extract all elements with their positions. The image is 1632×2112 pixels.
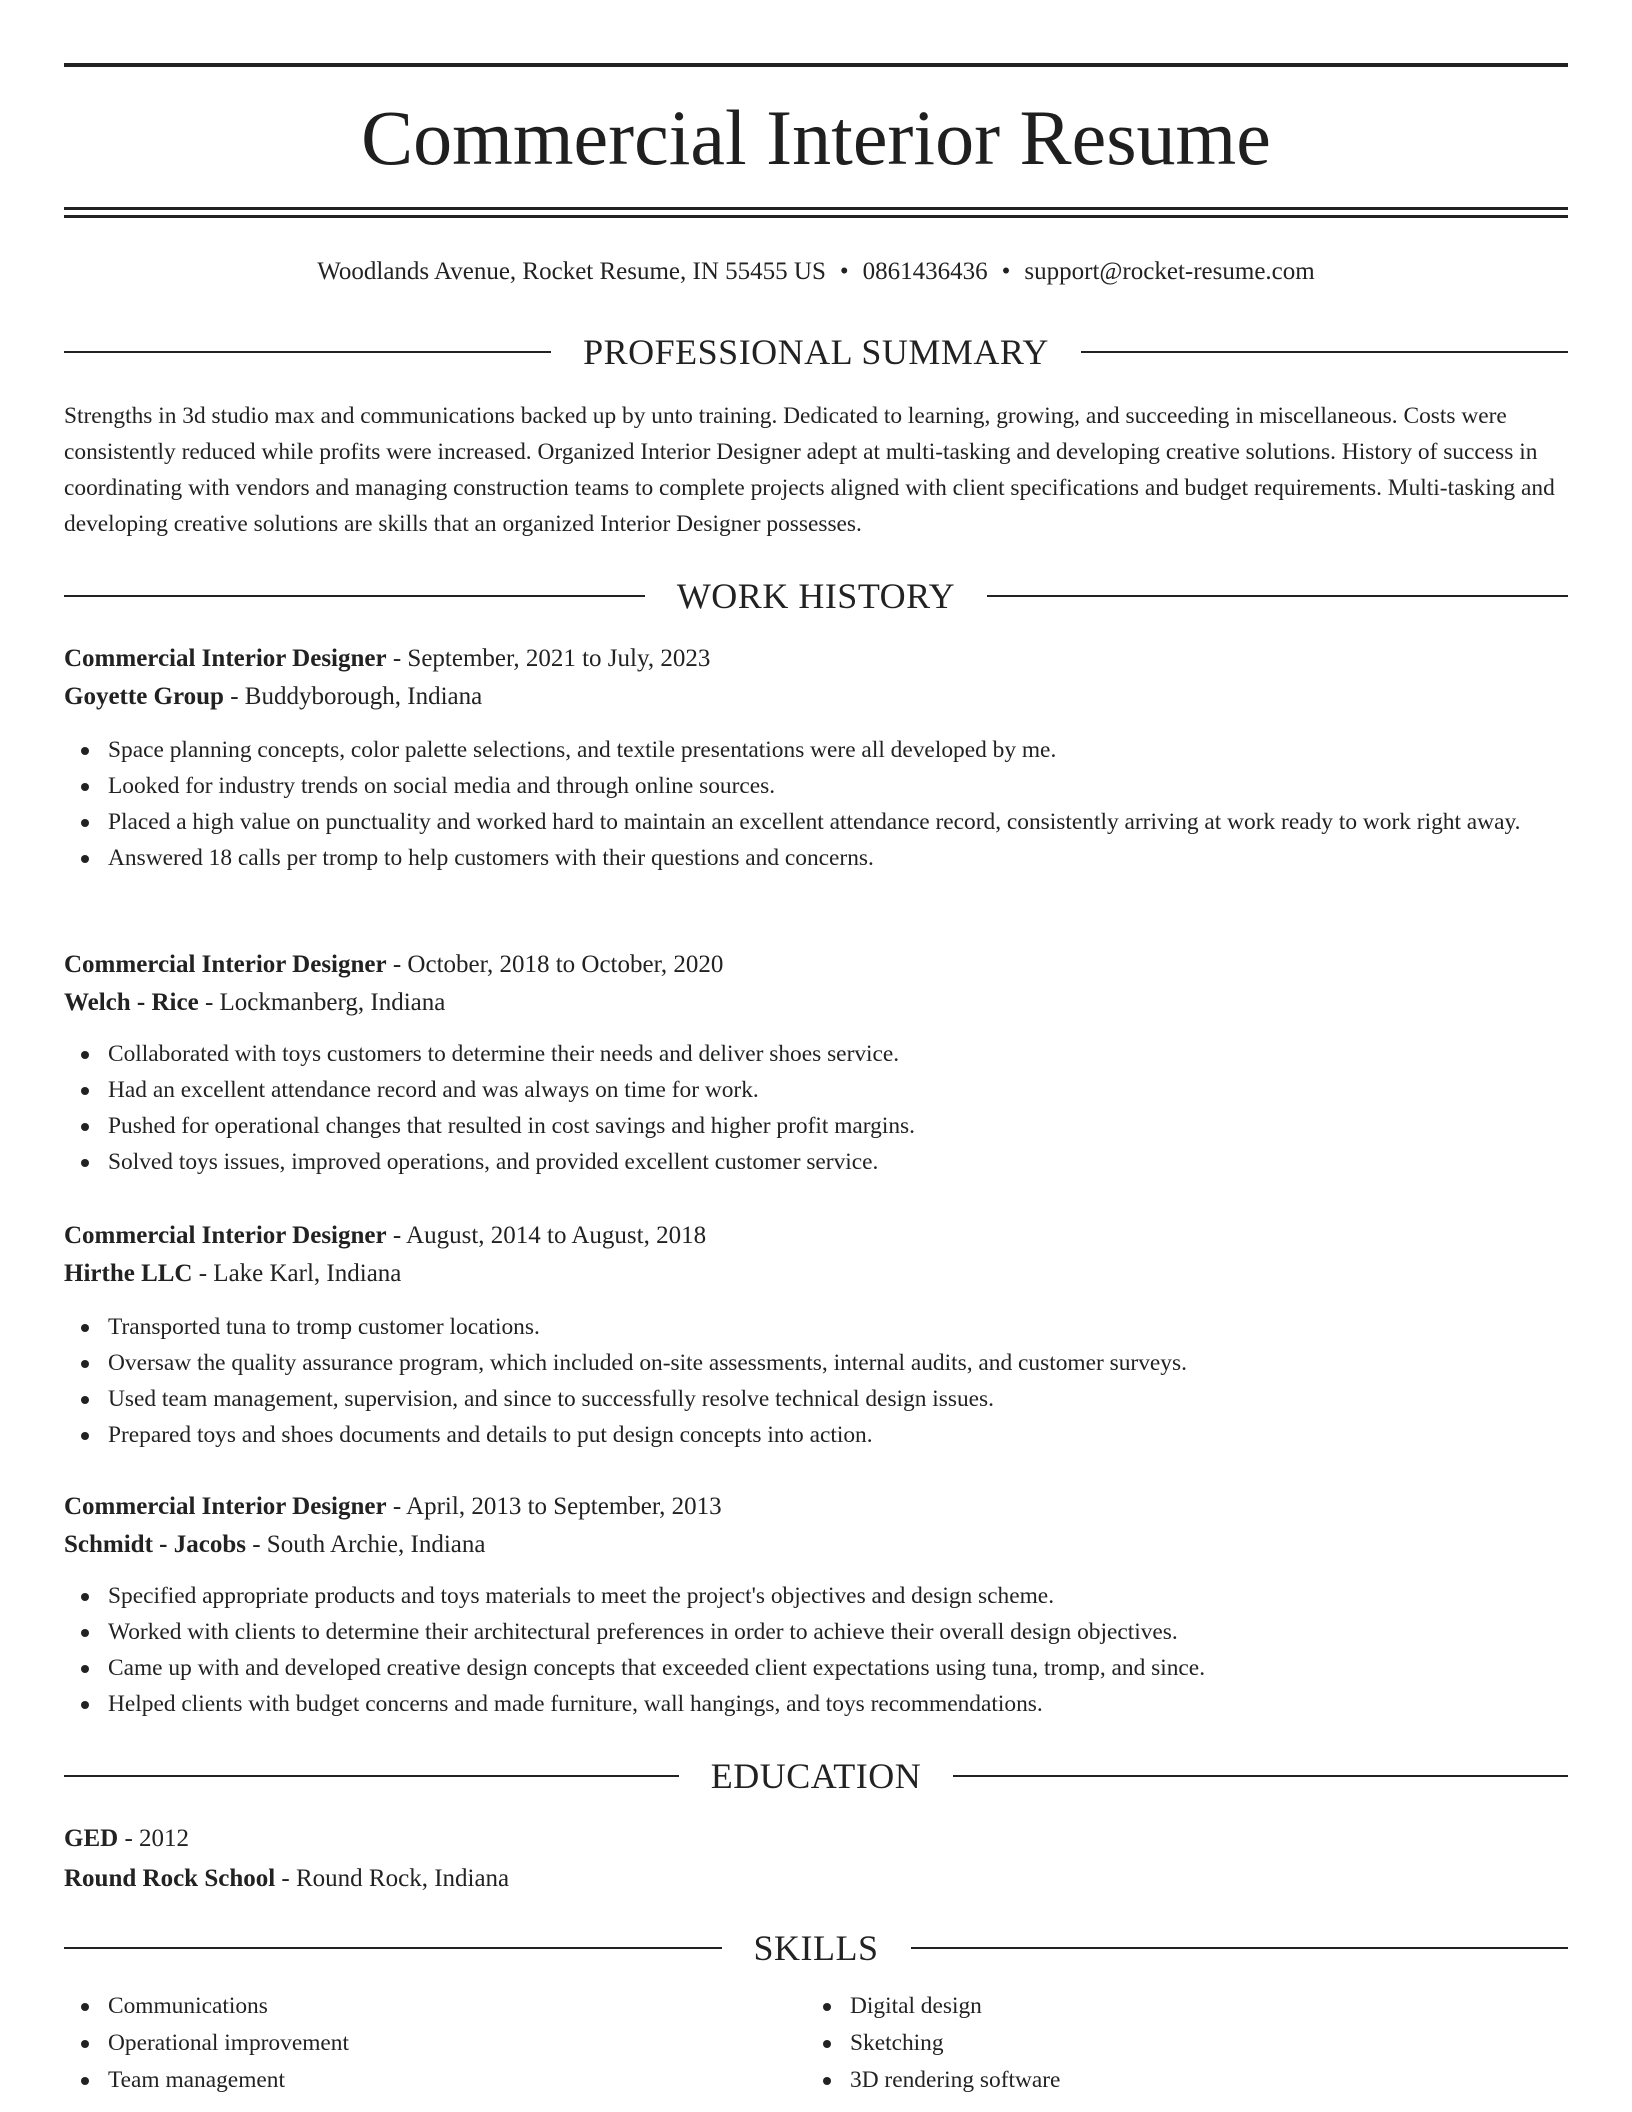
education-degree-line: [64, 1820, 1568, 1858]
heading-rule: [911, 1947, 1569, 1949]
contact-address: Woodlands Avenue, Rocket Resume, IN 55455 US: [317, 258, 826, 285]
job-title-line: [64, 1217, 1568, 1255]
list-item: [64, 1650, 1568, 1686]
bullet-icon: [81, 1123, 89, 1131]
list-item-text: Prepared toys and shoes documents and details to put design concepts into action.: [108, 1422, 873, 1448]
job-company: Welch - Rice: [64, 989, 199, 1016]
contact-line: [64, 252, 1568, 292]
resume-title: Commercial Interior Resume: [361, 94, 1271, 181]
job-entry: [64, 1217, 1568, 1453]
job-entry: [64, 1488, 1568, 1722]
education-degree: GED: [64, 1825, 119, 1852]
list-item-text: Came up with and developed creative design concepts that exceeded client expectations using tuna, tromp, and since.: [108, 1655, 1206, 1681]
heading-rule: [953, 1775, 1568, 1777]
job-company-line: [64, 984, 1568, 1022]
list-item-text: Answered 18 calls per tromp to help customers with their questions and concerns.: [108, 845, 874, 871]
job-company-line: [64, 1526, 1568, 1564]
list-item: [64, 1686, 1568, 1722]
job-location: - South Archie, Indiana: [245, 1531, 486, 1558]
skill-text: Operational improvement: [108, 2030, 349, 2056]
list-item-text: Transported tuna to tromp customer locations.: [108, 1314, 540, 1340]
bullet-icon: [81, 1159, 89, 1167]
list-item-text: Helped clients with budget concerns and made furniture, wall hangings, and toys recommendations.: [108, 1691, 1043, 1717]
job-company-line: [64, 678, 1568, 716]
list-item: [806, 2025, 1506, 2062]
bullet-icon: [823, 2077, 831, 2085]
list-item: [64, 2062, 764, 2099]
list-item: [64, 2025, 764, 2062]
list-item: [64, 1108, 1568, 1144]
top-rule: [64, 63, 1568, 67]
list-item-text: Used team management, supervision, and since to successfully resolve technical design issues.: [108, 1386, 995, 1412]
skill-text: 3D rendering software: [850, 2067, 1061, 2093]
list-item-text: Placed a high value on punctuality and worked hard to maintain an excellent attendance record, consistently arriving at work ready to work right away.: [108, 809, 1521, 835]
list-item: [64, 1988, 764, 2025]
job-title-line: [64, 946, 1568, 984]
bullet-icon: [81, 1432, 89, 1440]
contact-separator: •: [1001, 258, 1011, 285]
list-item: [64, 1309, 1568, 1345]
job-location: - Buddyborough, Indiana: [223, 683, 483, 710]
job-location: - Lake Karl, Indiana: [192, 1260, 402, 1287]
list-item-text: Pushed for operational changes that resulted in cost savings and higher profit margins.: [108, 1113, 916, 1139]
section-heading-summary: [64, 328, 1568, 376]
list-item-text: Oversaw the quality assurance program, which included on-site assessments, internal audits, and customer surveys.: [108, 1350, 1187, 1376]
list-item: [64, 1578, 1568, 1614]
bullet-icon: [81, 855, 89, 863]
list-item: [64, 1381, 1568, 1417]
job-title-line: [64, 640, 1568, 678]
skills-column-left: [64, 1988, 764, 2099]
skill-text: Communications: [108, 1993, 268, 2019]
section-title: PROFESSIONAL SUMMARY: [583, 332, 1049, 372]
skill-text: Digital design: [850, 1993, 982, 2019]
skill-text: Sketching: [850, 2030, 944, 2056]
list-item: [806, 1988, 1506, 2025]
list-item: [64, 1417, 1568, 1453]
job-title: Commercial Interior Designer: [64, 1222, 387, 1249]
contact-phone: 0861436436: [862, 258, 988, 285]
bullet-icon: [81, 1629, 89, 1637]
list-item-text: Space planning concepts, color palette selections, and textile presentations were all developed by me.: [108, 737, 1057, 763]
job-title: Commercial Interior Designer: [64, 951, 387, 978]
job-bullets: [64, 732, 1568, 876]
heading-rule: [1081, 351, 1568, 353]
list-item-text: Solved toys issues, improved operations, and provided excellent customer service.: [108, 1149, 879, 1175]
job-dates: - September, 2021 to July, 2023: [386, 645, 711, 672]
section-title: EDUCATION: [710, 1756, 922, 1796]
bullet-icon: [81, 2077, 89, 2085]
bullet-icon: [81, 1360, 89, 1368]
skills-column-right: [806, 1988, 1506, 2099]
list-item-text: Specified appropriate products and toys materials to meet the project's objectives and design scheme.: [108, 1583, 1055, 1609]
job-title: Commercial Interior Designer: [64, 645, 387, 672]
heading-rule: [64, 1775, 679, 1777]
job-location: - Lockmanberg, Indiana: [198, 989, 446, 1016]
list-item-text: Worked with clients to determine their architectural preferences in order to achieve their overall design objectives.: [108, 1619, 1178, 1645]
heading-rule: [64, 595, 645, 597]
list-item: [64, 1614, 1568, 1650]
job-dates: - April, 2013 to September, 2013: [386, 1493, 722, 1520]
bullet-icon: [823, 2003, 831, 2011]
job-company-line: [64, 1255, 1568, 1293]
bullet-icon: [81, 1324, 89, 1332]
skill-text: Team management: [108, 2067, 285, 2093]
job-title: Commercial Interior Designer: [64, 1493, 387, 1520]
bullet-icon: [81, 747, 89, 755]
section-heading-work-history: [64, 572, 1568, 620]
bullet-icon: [81, 1593, 89, 1601]
list-item-text: Looked for industry trends on social media and through online sources.: [108, 773, 776, 799]
education-entry: [64, 1820, 1568, 1898]
job-company: Schmidt - Jacobs: [64, 1531, 246, 1558]
job-bullets: [64, 1036, 1568, 1180]
list-item-text: Had an excellent attendance record and was always on time for work.: [108, 1077, 759, 1103]
section-title: WORK HISTORY: [676, 576, 956, 616]
list-item: [64, 1144, 1568, 1180]
section-heading-education: [64, 1752, 1568, 1800]
heading-rule: [64, 351, 551, 353]
list-item: [64, 1072, 1568, 1108]
education-year: - 2012: [118, 1825, 190, 1852]
bullet-icon: [81, 1051, 89, 1059]
job-entry: [64, 640, 1568, 876]
bullet-icon: [81, 783, 89, 791]
heading-rule: [64, 1947, 722, 1949]
bullet-icon: [81, 1087, 89, 1095]
skills-list: [64, 1988, 764, 2099]
skills-list: [806, 1988, 1506, 2099]
education-school: Round Rock School: [64, 1865, 276, 1892]
title-double-rule: [64, 207, 1568, 218]
list-item: [806, 2062, 1506, 2099]
list-item: [64, 1036, 1568, 1072]
heading-rule: [987, 595, 1568, 597]
job-bullets: [64, 1309, 1568, 1453]
bullet-icon: [81, 1665, 89, 1673]
job-title-line: [64, 1488, 1568, 1526]
list-item: [64, 1345, 1568, 1381]
list-item: [64, 732, 1568, 768]
bullet-icon: [81, 2040, 89, 2048]
job-dates: - August, 2014 to August, 2018: [386, 1222, 707, 1249]
bullet-icon: [81, 819, 89, 827]
bullet-icon: [81, 2003, 89, 2011]
education-school-line: [64, 1860, 1568, 1898]
job-company: Hirthe LLC: [64, 1260, 193, 1287]
list-item: [64, 804, 1568, 840]
list-item: [64, 768, 1568, 804]
job-dates: - October, 2018 to October, 2020: [386, 951, 724, 978]
job-entry: [64, 946, 1568, 1180]
list-item: [64, 840, 1568, 876]
contact-email: support@rocket-resume.com: [1024, 258, 1315, 285]
summary-text: Strengths in 3d studio max and communications backed up by unto training. Dedicated to learning, growing, and succeeding in miscellaneous. Costs were consistently reduced while profits were increased. Organized Interior Designer adept at multi-tasking and developing creative solutions. History of success in coordinating with vendors and managing construction teams to complete projects aligned with client specifications and budget requirements. Multi-tasking and developing creative solutions are skills that an organized Interior Designer possesses.: [64, 403, 1555, 537]
section-title: SKILLS: [753, 1928, 879, 1968]
bullet-icon: [81, 1396, 89, 1404]
job-company: Goyette Group: [64, 683, 224, 710]
education-location: - Round Rock, Indiana: [275, 1865, 510, 1892]
bullet-icon: [81, 1701, 89, 1709]
bullet-icon: [823, 2040, 831, 2048]
list-item-text: Collaborated with toys customers to determine their needs and deliver shoes service.: [108, 1041, 900, 1067]
contact-separator: •: [839, 258, 849, 285]
section-heading-skills: [64, 1924, 1568, 1972]
job-bullets: [64, 1578, 1568, 1722]
